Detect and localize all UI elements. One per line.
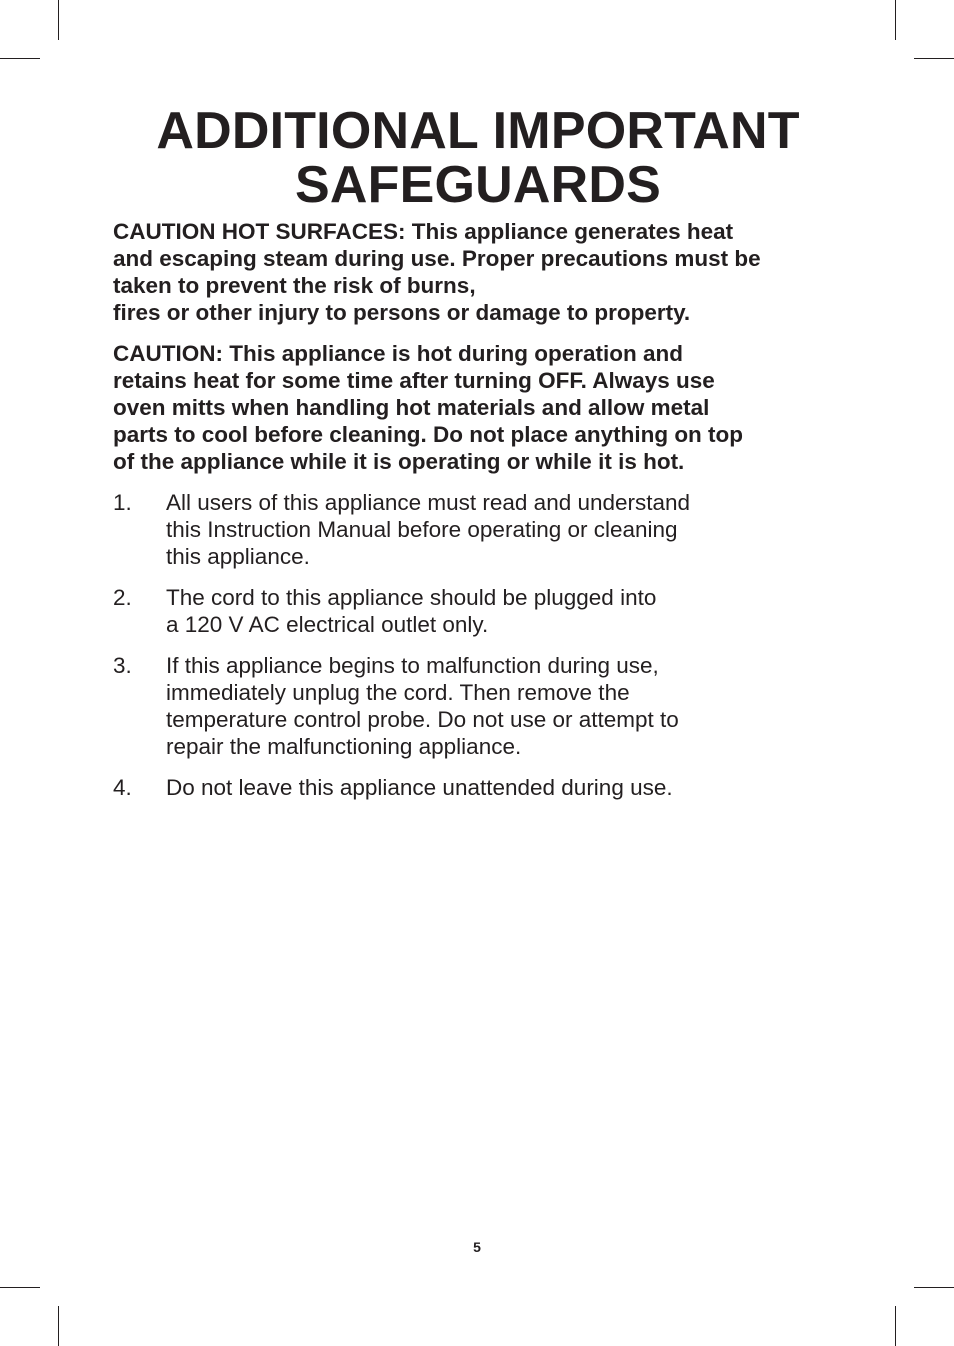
list-item — [113, 489, 843, 570]
list-item-line: this appliance. — [166, 544, 310, 569]
caution-hot-surfaces-line: CAUTION HOT SURFACES: This appliance generates heat — [113, 219, 734, 244]
list-item-line: All users of this appliance must read and understand — [166, 490, 691, 515]
safeguards-list — [113, 489, 843, 801]
caution-hot-operation — [113, 340, 843, 475]
crop-mark-bottom-left-vertical — [58, 1306, 59, 1346]
list-item-text — [166, 652, 843, 760]
page-title-line-2: SAFEGUARDS — [294, 156, 662, 214]
caution-hot-operation-line: oven mitts when handling hot materials and allow metal — [113, 395, 710, 420]
list-item — [113, 584, 843, 638]
list-item-number: 2. — [113, 585, 132, 610]
caution-hot-surfaces-line: fires or other injury to persons or damage to property. — [113, 300, 691, 325]
page-title-line-1: ADDITIONAL IMPORTANT — [156, 102, 800, 160]
page-content — [113, 104, 843, 815]
list-item — [113, 652, 843, 760]
crop-mark-top-left-vertical — [58, 0, 59, 40]
list-item-text — [166, 489, 843, 570]
list-item-line: a 120 V AC electrical outlet only. — [166, 612, 489, 637]
list-item-line: Do not leave this appliance unattended during use. — [166, 775, 673, 800]
crop-mark-bottom-left-horizontal — [0, 1287, 40, 1288]
list-item-number: 3. — [113, 653, 132, 678]
list-item-number: 4. — [113, 775, 132, 800]
list-item-line: immediately unplug the cord. Then remove the — [166, 680, 630, 705]
page-title — [113, 104, 843, 212]
crop-mark-top-right-vertical — [895, 0, 896, 40]
crop-mark-top-right-horizontal — [914, 58, 954, 59]
list-item-line: this Instruction Manual before operating or cleaning — [166, 517, 678, 542]
caution-hot-operation-line: of the appliance while it is operating or while it is hot. — [113, 449, 685, 474]
page-number: 5 — [473, 1239, 481, 1255]
list-item-text — [166, 584, 843, 638]
caution-hot-operation-line: retains heat for some time after turning OFF. Always use — [113, 368, 715, 393]
list-item-number: 1. — [113, 490, 132, 515]
list-item-text — [166, 774, 843, 801]
list-item — [113, 774, 843, 801]
caution-hot-operation-line: parts to cool before cleaning. Do not place anything on top — [113, 422, 744, 447]
list-item-line: The cord to this appliance should be plugged into — [166, 585, 657, 610]
list-item-line: If this appliance begins to malfunction during use, — [166, 653, 659, 678]
list-item-line: temperature control probe. Do not use or attempt to — [166, 707, 679, 732]
caution-hot-surfaces — [113, 218, 843, 326]
caution-hot-operation-line: CAUTION: This appliance is hot during operation and — [113, 341, 684, 366]
caution-hot-surfaces-line: and escaping steam during use. Proper precautions must be — [113, 246, 761, 271]
caution-hot-surfaces-line: taken to prevent the risk of burns, — [113, 273, 476, 298]
crop-mark-top-left-horizontal — [0, 58, 40, 59]
crop-mark-bottom-right-horizontal — [914, 1287, 954, 1288]
list-item-line: repair the malfunctioning appliance. — [166, 734, 522, 759]
crop-mark-bottom-right-vertical — [895, 1306, 896, 1346]
